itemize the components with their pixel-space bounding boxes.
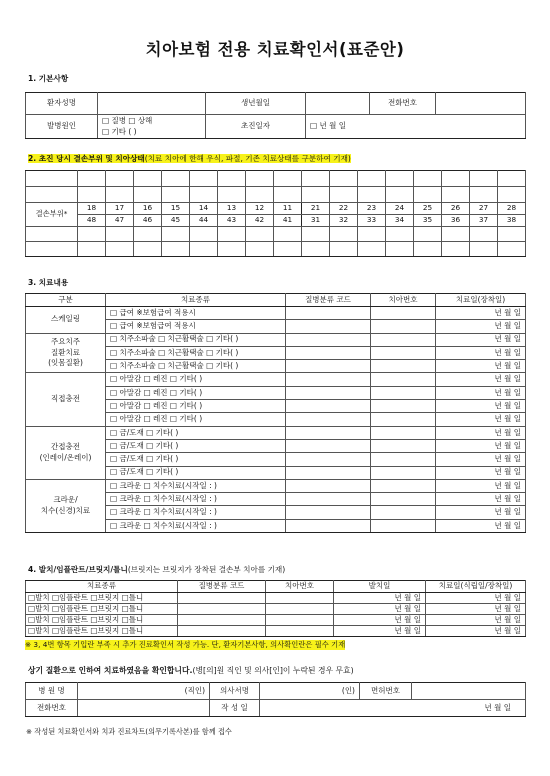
patient-name-label: 환자성명 [26, 93, 98, 115]
treatment-group-label: 주요치주 질환치료 (잇몸질환) [26, 333, 106, 373]
treatment-type-cell[interactable]: □ 금/도재 □ 기타( ) [106, 466, 286, 479]
treatment-date-cell[interactable]: 년 월 일 [436, 320, 526, 333]
tooth-status-upper-cell[interactable] [274, 187, 302, 203]
cause-line2: □ 기타 ( ) [102, 126, 137, 136]
first-visit-label: 초진일자 [206, 115, 306, 139]
tooth-status-lower-cell[interactable] [218, 227, 246, 242]
extraction-code-cell[interactable] [178, 626, 266, 637]
extraction-tooth-cell[interactable] [266, 626, 334, 637]
tooth-status-lower-cell[interactable] [358, 227, 386, 242]
treatment-date-cell[interactable]: 년 월 일 [436, 426, 526, 439]
tooth-status-lower-cell[interactable] [78, 242, 106, 257]
treatment-type-cell[interactable]: □ 치주소파술 □ 치근활택술 □ 기타( ) [106, 333, 286, 346]
cause-line1: □ 질병 □ 상해 [102, 116, 153, 126]
treatment-type-cell[interactable]: □ 크라운 □ 치수치료(시작일 : ) [106, 519, 286, 532]
tooth-number-upper[interactable]: 26 [442, 203, 470, 215]
tooth-status-lower-cell[interactable] [414, 227, 442, 242]
tooth-status-upper-cell[interactable] [302, 171, 330, 187]
extraction-tooth-cell[interactable] [266, 615, 334, 626]
tooth-status-lower-cell[interactable] [302, 227, 330, 242]
tooth-status-upper-cell[interactable] [470, 187, 498, 203]
treatment-type-cell[interactable]: □ 크라운 □ 치수치료(시작일 : ) [106, 493, 286, 506]
disease-code-cell[interactable] [286, 493, 371, 506]
extraction-header-4: 치료일(식립일/장착일) [426, 581, 526, 593]
tooth-status-lower-cell[interactable] [246, 242, 274, 257]
tooth-status-lower-cell[interactable] [218, 242, 246, 257]
tooth-number-lower[interactable]: 38 [498, 215, 526, 227]
tooth-status-lower-cell[interactable] [470, 227, 498, 242]
tooth-number-upper[interactable]: 27 [470, 203, 498, 215]
tooth-number-cell[interactable] [371, 506, 436, 519]
tooth-status-upper-cell[interactable] [330, 187, 358, 203]
tooth-status-lower-cell[interactable] [302, 242, 330, 257]
treatment-table [25, 293, 526, 533]
tooth-number-lower[interactable]: 44 [190, 215, 218, 227]
tooth-number-cell[interactable] [371, 493, 436, 506]
extraction-header-2: 치아번호 [266, 581, 334, 593]
tooth-status-upper-cell[interactable] [414, 187, 442, 203]
confirm-statement: 상기 질환으로 인하여 치료하였음을 확인합니다. [28, 666, 193, 675]
tooth-status-upper-cell[interactable] [442, 171, 470, 187]
treatment-date-cell[interactable]: 년 월 일 [436, 453, 526, 466]
section2-note: (치료 치아에 한해 우식, 파절, 기존 치료상태를 구분하여 기재) [144, 154, 351, 163]
license-field[interactable] [412, 683, 526, 700]
tooth-number-upper[interactable]: 23 [358, 203, 386, 215]
tooth-status-lower-cell[interactable] [386, 227, 414, 242]
tooth-chart-blank [26, 187, 78, 203]
patient-name-field[interactable] [98, 93, 206, 115]
extraction-date-cell[interactable]: 년 월 일 [334, 615, 426, 626]
tooth-chart [25, 170, 526, 257]
tooth-number-lower[interactable]: 37 [470, 215, 498, 227]
tooth-number-cell[interactable] [371, 307, 436, 320]
section4-note: (브릿지는 브릿지가 장착된 결손부 치아를 기재) [127, 565, 286, 574]
tooth-chart-blank [26, 242, 78, 257]
extraction-type-cell[interactable]: □발치 □임플란트 □브릿지 □틀니 [26, 626, 178, 637]
tooth-status-upper-cell[interactable] [190, 171, 218, 187]
tooth-number-upper[interactable]: 22 [330, 203, 358, 215]
tooth-number-upper[interactable]: 24 [386, 203, 414, 215]
treatment-type-cell[interactable]: □ 크라운 □ 치수치료(시작일 : ) [106, 506, 286, 519]
tooth-status-upper-cell[interactable] [78, 171, 106, 187]
treatment-type-cell[interactable]: □ 치주소파술 □ 치근활택술 □ 기타( ) [106, 346, 286, 359]
treatment-date-cell[interactable]: 년 월 일 [436, 466, 526, 479]
confirm-note: (병[의]원 직인 및 의사[인]이 누락된 경우 무효) [192, 666, 354, 675]
tooth-status-lower-cell[interactable] [162, 242, 190, 257]
treatment-group-label: 크라운/ 치수(신경)치료 [26, 479, 106, 532]
phone-field[interactable] [436, 93, 526, 115]
tooth-status-upper-cell[interactable] [78, 187, 106, 203]
tooth-status-lower-cell[interactable] [330, 242, 358, 257]
first-visit-field[interactable]: □ 년 월 일 [306, 115, 526, 139]
tooth-number-lower[interactable]: 45 [162, 215, 190, 227]
disease-code-cell[interactable] [286, 413, 371, 426]
treatment-type-cell[interactable]: □ 크라운 □ 치수치료(시작일 : ) [106, 479, 286, 492]
tooth-status-lower-cell[interactable] [386, 242, 414, 257]
phone-label: 전화번호 [370, 93, 436, 115]
tooth-number-cell[interactable] [371, 373, 436, 386]
extraction-tooth-cell[interactable] [266, 593, 334, 604]
extraction-header-1: 질병분류 코드 [178, 581, 266, 593]
tooth-number-lower[interactable]: 47 [106, 215, 134, 227]
tooth-number-cell[interactable] [371, 439, 436, 452]
treatment-header-1: 치료종류 [106, 294, 286, 307]
section4-heading [28, 564, 285, 575]
tooth-number-upper[interactable]: 17 [106, 203, 134, 215]
cause-label: 발병원인 [26, 115, 98, 139]
missing-area-label: 결손부위* [26, 203, 78, 227]
birth-label: 생년월일 [206, 93, 306, 115]
tooth-number-cell[interactable] [371, 466, 436, 479]
tooth-status-upper-cell[interactable] [106, 187, 134, 203]
treatment-header-0: 구분 [26, 294, 106, 307]
treatment-group-label: 간접충전 (인레이/온레이) [26, 426, 106, 479]
tooth-number-cell[interactable] [371, 320, 436, 333]
extraction-header-0: 치료종류 [26, 581, 178, 593]
tooth-status-upper-cell[interactable] [358, 171, 386, 187]
tooth-status-lower-cell[interactable] [190, 242, 218, 257]
basic-info-table [25, 92, 526, 139]
treatment-date-cell[interactable]: 년 월 일 [436, 346, 526, 359]
tooth-status-lower-cell[interactable] [414, 242, 442, 257]
tooth-number-cell[interactable] [371, 346, 436, 359]
section2-heading [28, 153, 351, 164]
tooth-status-lower-cell[interactable] [162, 227, 190, 242]
treatment-header-4: 치료일(장착일) [436, 294, 526, 307]
tooth-status-upper-cell[interactable] [386, 171, 414, 187]
seal-label: (직인) [184, 685, 205, 695]
tooth-chart-blank [26, 227, 78, 242]
license-label: 면허번호 [360, 683, 412, 700]
cause-field[interactable] [98, 115, 206, 139]
tooth-status-lower-cell[interactable] [78, 227, 106, 242]
disease-code-cell[interactable] [286, 307, 371, 320]
tooth-status-lower-cell[interactable] [470, 242, 498, 257]
tooth-status-lower-cell[interactable] [190, 227, 218, 242]
tooth-status-lower-cell[interactable] [274, 227, 302, 242]
treatment-date-cell[interactable]: 년 월 일 [436, 307, 526, 320]
tooth-number-upper[interactable]: 16 [134, 203, 162, 215]
tooth-number-upper[interactable]: 11 [274, 203, 302, 215]
section1-heading: 1. 기본사항 [28, 74, 69, 83]
tooth-number-cell[interactable] [371, 479, 436, 492]
tooth-status-upper-cell[interactable] [190, 187, 218, 203]
disease-code-cell[interactable] [286, 519, 371, 532]
implant-date-cell[interactable]: 년 월 일 [426, 626, 526, 637]
tooth-status-lower-cell[interactable] [106, 227, 134, 242]
treatment-type-cell[interactable]: □ 급여 ※보험급여 적용시 [106, 320, 286, 333]
tooth-status-lower-cell[interactable] [498, 227, 526, 242]
tooth-status-lower-cell[interactable] [330, 227, 358, 242]
tooth-number-lower[interactable]: 41 [274, 215, 302, 227]
treatment-date-cell[interactable]: 년 월 일 [436, 439, 526, 452]
hospital-field[interactable] [78, 683, 210, 700]
doctor-sign-field[interactable] [260, 683, 360, 700]
section2-title: 2. 초진 당시 결손부위 및 치아상태 [28, 154, 145, 163]
tooth-status-lower-cell[interactable] [442, 242, 470, 257]
extraction-type-cell[interactable]: □발치 □임플란트 □브릿지 □틀니 [26, 604, 178, 615]
footer-note: ※ 작성된 치료확인서와 치과 진료차트(의무기록사본)를 함께 접수 [26, 727, 232, 736]
disease-code-cell[interactable] [286, 466, 371, 479]
tooth-status-upper-cell[interactable] [442, 187, 470, 203]
extraction-code-cell[interactable] [178, 615, 266, 626]
extraction-header-3: 발치일 [334, 581, 426, 593]
tooth-number-lower[interactable]: 33 [358, 215, 386, 227]
tooth-status-upper-cell[interactable] [218, 187, 246, 203]
extraction-date-cell[interactable]: 년 월 일 [334, 626, 426, 637]
treatment-date-cell[interactable]: 년 월 일 [436, 519, 526, 532]
treatment-date-cell[interactable]: 년 월 일 [436, 373, 526, 386]
warning-note: ※ 3, 4번 항목 기입란 부족 시 추가 진료확인서 작성 가능. 단, 환자기본사항, 의사확인란은 필수 기재 [25, 640, 346, 649]
treatment-header-3: 치아번호 [371, 294, 436, 307]
tooth-number-upper[interactable]: 21 [302, 203, 330, 215]
tooth-status-upper-cell[interactable] [134, 171, 162, 187]
extraction-date-cell[interactable]: 년 월 일 [334, 593, 426, 604]
tooth-number-lower[interactable]: 36 [442, 215, 470, 227]
tooth-status-upper-cell[interactable] [246, 187, 274, 203]
treatment-date-cell[interactable]: 년 월 일 [436, 360, 526, 373]
doctor-label: 의사서명 [210, 683, 260, 700]
disease-code-cell[interactable] [286, 320, 371, 333]
implant-date-cell[interactable]: 년 월 일 [426, 593, 526, 604]
tooth-number-upper[interactable]: 14 [190, 203, 218, 215]
tooth-number-cell[interactable] [371, 333, 436, 346]
tooth-number-upper[interactable]: 13 [218, 203, 246, 215]
extraction-code-cell[interactable] [178, 604, 266, 615]
written-date-field[interactable]: 년 월 일 [260, 700, 526, 717]
treatment-type-cell[interactable]: □ 금/도재 □ 기타( ) [106, 439, 286, 452]
treatment-type-cell[interactable]: □ 아말감 □ 레진 □ 기타( ) [106, 386, 286, 399]
tooth-number-lower[interactable]: 35 [414, 215, 442, 227]
treatment-type-cell[interactable]: □ 아말감 □ 레진 □ 기타( ) [106, 400, 286, 413]
tooth-status-lower-cell[interactable] [134, 227, 162, 242]
tooth-number-lower[interactable]: 34 [386, 215, 414, 227]
signature-table [25, 682, 526, 717]
tooth-number-lower[interactable]: 43 [218, 215, 246, 227]
tooth-number-cell[interactable] [371, 400, 436, 413]
extraction-tooth-cell[interactable] [266, 604, 334, 615]
disease-code-cell[interactable] [286, 506, 371, 519]
treatment-date-cell[interactable]: 년 월 일 [436, 479, 526, 492]
treatment-type-cell[interactable]: □ 아말감 □ 레진 □ 기타( ) [106, 373, 286, 386]
tooth-status-lower-cell[interactable] [134, 242, 162, 257]
treatment-type-cell[interactable]: □ 치주소파술 □ 치근활택술 □ 기타( ) [106, 360, 286, 373]
tooth-number-lower[interactable]: 31 [302, 215, 330, 227]
tooth-status-upper-cell[interactable] [134, 187, 162, 203]
tooth-status-lower-cell[interactable] [246, 227, 274, 242]
tooth-status-upper-cell[interactable] [162, 187, 190, 203]
disease-code-cell[interactable] [286, 333, 371, 346]
disease-code-cell[interactable] [286, 439, 371, 452]
section3-heading: 3. 치료내용 [28, 278, 69, 287]
extraction-code-cell[interactable] [178, 593, 266, 604]
hospital-phone-field[interactable] [78, 700, 210, 717]
tooth-status-upper-cell[interactable] [330, 171, 358, 187]
hospital-label: 병 원 명 [26, 683, 78, 700]
tooth-status-upper-cell[interactable] [470, 171, 498, 187]
treatment-group-label: 스케일링 [26, 307, 106, 334]
extraction-table [25, 580, 526, 637]
form-title: 치아보험 전용 치료확인서(표준안) [145, 40, 405, 59]
implant-date-cell[interactable]: 년 월 일 [426, 604, 526, 615]
hospital-phone-label: 전화번호 [26, 700, 78, 717]
treatment-type-cell[interactable]: □ 금/도재 □ 기타( ) [106, 453, 286, 466]
treatment-type-cell[interactable]: □ 급여 ※보험급여 적용시 [106, 307, 286, 320]
disease-code-cell[interactable] [286, 386, 371, 399]
disease-code-cell[interactable] [286, 373, 371, 386]
tooth-status-lower-cell[interactable] [106, 242, 134, 257]
tooth-status-upper-cell[interactable] [386, 187, 414, 203]
tooth-status-lower-cell[interactable] [274, 242, 302, 257]
treatment-date-cell[interactable]: 년 월 일 [436, 493, 526, 506]
tooth-number-upper[interactable]: 12 [246, 203, 274, 215]
birth-field[interactable] [306, 93, 370, 115]
extraction-type-cell[interactable]: □발치 □임플란트 □브릿지 □틀니 [26, 615, 178, 626]
disease-code-cell[interactable] [286, 400, 371, 413]
tooth-status-lower-cell[interactable] [498, 242, 526, 257]
written-date-label: 작 성 일 [210, 700, 260, 717]
tooth-status-upper-cell[interactable] [358, 187, 386, 203]
tooth-number-upper[interactable]: 25 [414, 203, 442, 215]
disease-code-cell[interactable] [286, 426, 371, 439]
treatment-date-cell[interactable]: 년 월 일 [436, 400, 526, 413]
treatment-group-label: 직접충전 [26, 373, 106, 426]
treatment-type-cell[interactable]: □ 금/도재 □ 기타( ) [106, 426, 286, 439]
tooth-status-upper-cell[interactable] [246, 171, 274, 187]
confirm-statement-line [28, 665, 354, 676]
treatment-date-cell[interactable]: 년 월 일 [436, 333, 526, 346]
tooth-number-cell[interactable] [371, 426, 436, 439]
treatment-date-cell[interactable]: 년 월 일 [436, 506, 526, 519]
tooth-number-cell[interactable] [371, 386, 436, 399]
tooth-status-upper-cell[interactable] [414, 171, 442, 187]
treatment-header-2: 질병분류 코드 [286, 294, 371, 307]
disease-code-cell[interactable] [286, 453, 371, 466]
disease-code-cell[interactable] [286, 360, 371, 373]
tooth-status-upper-cell[interactable] [498, 187, 526, 203]
sign-label: (인) [341, 685, 355, 695]
tooth-status-upper-cell[interactable] [162, 171, 190, 187]
treatment-type-cell[interactable]: □ 아말감 □ 레진 □ 기타( ) [106, 413, 286, 426]
tooth-chart-blank [26, 171, 78, 187]
tooth-status-upper-cell[interactable] [274, 171, 302, 187]
tooth-number-upper[interactable]: 15 [162, 203, 190, 215]
tooth-number-cell[interactable] [371, 519, 436, 532]
tooth-number-upper[interactable]: 18 [78, 203, 106, 215]
tooth-number-cell[interactable] [371, 453, 436, 466]
section4-title: 4. 발치/임플란트/브릿지/틀니 [28, 565, 128, 574]
tooth-number-cell[interactable] [371, 360, 436, 373]
tooth-status-upper-cell[interactable] [498, 171, 526, 187]
tooth-number-lower[interactable]: 46 [134, 215, 162, 227]
tooth-status-upper-cell[interactable] [106, 171, 134, 187]
tooth-status-upper-cell[interactable] [302, 187, 330, 203]
tooth-number-lower[interactable]: 48 [78, 215, 106, 227]
disease-code-cell[interactable] [286, 346, 371, 359]
tooth-status-lower-cell[interactable] [442, 227, 470, 242]
tooth-status-upper-cell[interactable] [218, 171, 246, 187]
tooth-number-lower[interactable]: 32 [330, 215, 358, 227]
treatment-date-cell[interactable]: 년 월 일 [436, 413, 526, 426]
tooth-status-lower-cell[interactable] [358, 242, 386, 257]
extraction-date-cell[interactable]: 년 월 일 [334, 604, 426, 615]
extraction-type-cell[interactable]: □발치 □임플란트 □브릿지 □틀니 [26, 593, 178, 604]
tooth-number-lower[interactable]: 42 [246, 215, 274, 227]
disease-code-cell[interactable] [286, 479, 371, 492]
implant-date-cell[interactable]: 년 월 일 [426, 615, 526, 626]
tooth-number-upper[interactable]: 28 [498, 203, 526, 215]
tooth-number-cell[interactable] [371, 413, 436, 426]
treatment-date-cell[interactable]: 년 월 일 [436, 386, 526, 399]
